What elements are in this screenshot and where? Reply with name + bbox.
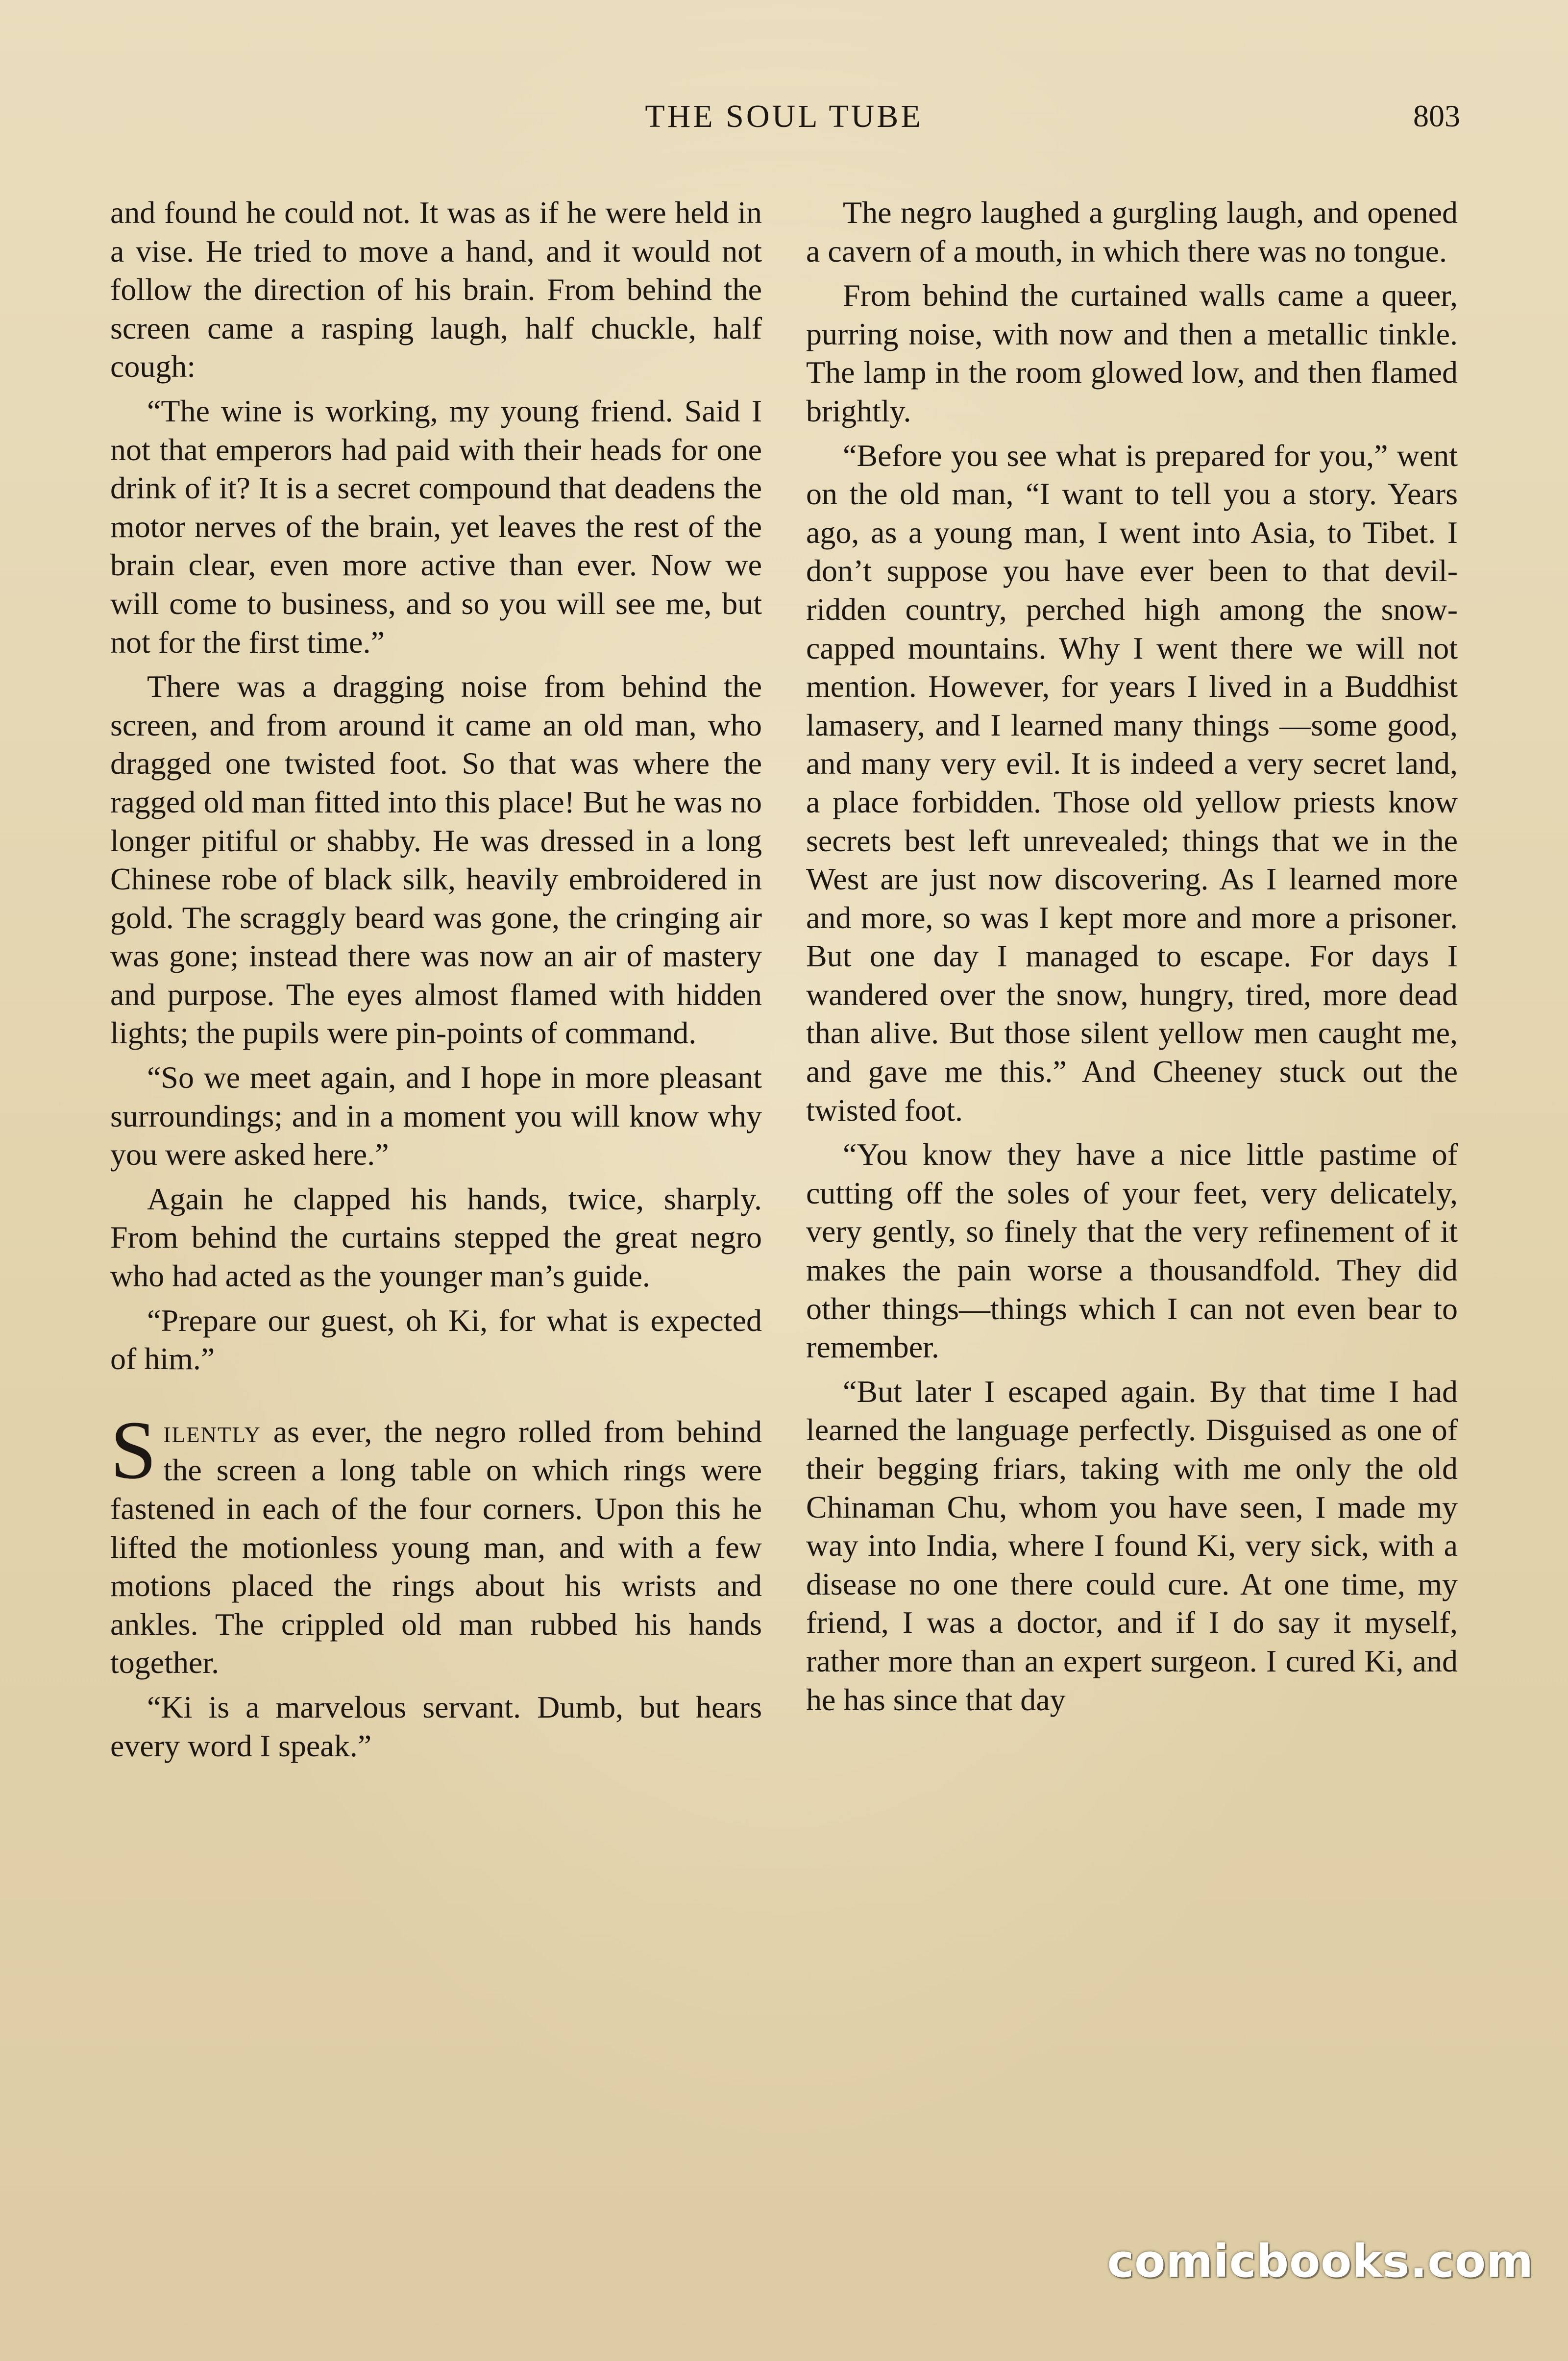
- site-watermark: comicbooks.com: [1107, 2235, 1534, 2287]
- drop-cap: S: [110, 1403, 157, 1496]
- paragraph: From behind the curtained walls came a queer, purring noise, with now and then a metallic tinkle. The lamp in the room glowed low, and then flamed brightly.: [806, 278, 1458, 428]
- page-number: 803: [1413, 98, 1460, 133]
- paragraph: “Before you see what is prepared for you,” went on the old man, “I want to tell you a story. Years ago, as a young man, I went into Asia, to Tibet. I don’t suppose you have ever been to that devil-ridden country, perched high among the snow-capped mountains. Why I went there we will not mention. However, for years I lived in a Buddhist lamasery, and I learned many things —some good, and many very evil. It is indeed a very secret land, a place forbidden. Those old yellow priests know secrets best left unrevealed; things that we in the West are just now discovering. As I learned more and more, so was I kept more and more a prisoner. But one day I managed to escape. For days I wandered over the snow, hungry, tired, more dead than alive. But those silent yellow men caught me, and gave me this.” And Cheeney stuck out the twisted foot.: [806, 438, 1458, 1128]
- right-column: [806, 194, 1458, 1725]
- paragraph: Again he clapped his hands, twice, sharply. From behind the curtains stepped the great negro who had acted as the younger man’s guide.: [110, 1181, 762, 1294]
- left-column: [110, 194, 762, 1771]
- paragraph: There was a dragging noise from behind the screen, and from around it came an old man, who dragged one twisted foot. So that was where the ragged old man fitted into this place! But he was no longer pitiful or shabby. He was dressed in a long Chinese robe of black silk, heavily embroidered in gold. The scraggly beard was gone, the cringing air was gone; instead there was now an air of mastery and purpose. The eyes almost flamed with hidden lights; the pupils were pin-points of command.: [110, 669, 762, 1051]
- paragraph: “You know they have a nice little pastime of cutting off the soles of your feet, very delicately, very gently, so finely that the very refinement of it makes the pain worse a thousandfold. They did other things—things which I can not even bear to remember.: [806, 1137, 1458, 1365]
- paragraph: “But later I escaped again. By that time I had learned the language perfectly. Disguised as one of their begging friars, taking with me only the old Chinaman Chu, whom you have seen, I made my way into India, where I found Ki, very sick, with a disease no one there could cure. At one time, my friend, I was a doctor, and if I do say it myself, rather more than an expert surgeon. I cured Ki, and he has since that day: [806, 1374, 1458, 1717]
- section-paragraph: [110, 1403, 762, 1682]
- paragraph: “The wine is working, my young friend. Said I not that emperors had paid with their heads for one drink of it? It is a secret compound that deadens the motor nerves of the brain, yet leaves the rest of the brain clear, even more active than ever. Now we will come to business, and so you will see me, but not for the first time.”: [110, 393, 762, 660]
- running-head: [0, 98, 1568, 142]
- paragraph: The negro laughed a gurgling laugh, and opened a cavern of a mouth, in which there was no tongue.: [806, 195, 1458, 269]
- small-caps-lead: ilently: [163, 1414, 261, 1449]
- running-title: THE SOUL TUBE: [645, 98, 923, 134]
- paragraph: “Ki is a marvelous servant. Dumb, but hears every word I speak.”: [110, 1689, 762, 1763]
- paragraph: “Prepare our guest, oh Ki, for what is expected of him.”: [110, 1303, 762, 1377]
- paragraph: “So we meet again, and I hope in more pleasant surroundings; and in a moment you will know why you were asked here.”: [110, 1060, 762, 1172]
- paragraph: and found he could not. It was as if he were held in a vise. He tried to move a hand, and it would not follow the direction of his brain. From behind the screen came a rasping laugh, half chuckle, half cough:: [110, 195, 762, 384]
- paragraph-text: as ever, the negro rolled from behind the screen a long table on which rings were fastened in each of the four corners. Upon this he lifted the motionless young man, and with a few motions placed the rings about his wrists and ankles. The crippled old man rubbed his hands together.: [110, 1414, 762, 1680]
